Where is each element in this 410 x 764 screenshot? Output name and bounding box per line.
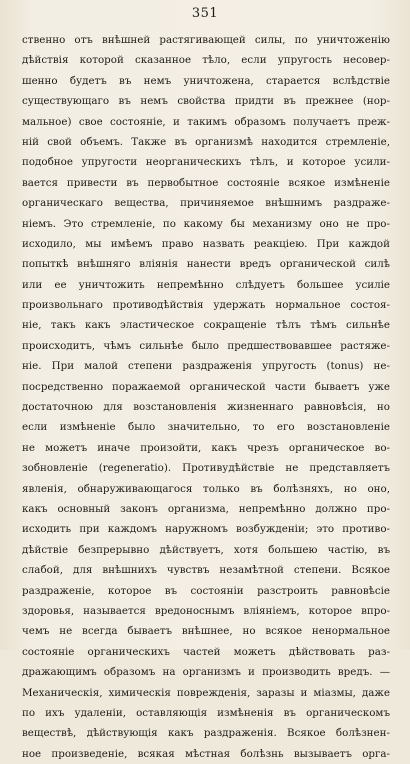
text-line: органическаго вещества, причиняемое внѣшнимъ раздраже- [22,197,390,210]
text-line: слабой, для внѣшнихъ чувствъ незамѣтной степени. Всякое [22,564,390,577]
text-line: нiемъ. Это стремленiе, по какому бы механизму оно не про- [22,217,390,230]
text-line: ственно отъ внѣшней растягивающей силы, по уничтоженiю [22,34,390,46]
text-line: явленiя, обнаруживающагося только въ болѣзняхъ, но оно, [22,482,390,495]
text-line: происходитъ, чѣмъ сильнѣе было предшествовавшее растяже- [22,339,390,352]
text-line: чемъ не всегда бываетъ внѣшнее, но всякое ненормальное [22,625,390,638]
page-number: 351 [191,6,219,21]
text-line: или ее уничтожить непремѣнно слѣдуетъ большее усилiе [22,278,390,291]
text-line: ное произведенiе, всякая мѣстная болѣзнь вызываетъ орга- [22,747,390,760]
text-line: не можетъ иначе произойти, какъ чрезъ органическое во- [22,441,390,454]
body-text [22,30,390,764]
text-line: дражающимъ образомъ на организмъ и производить вредъ. — [22,666,390,679]
text-line: дѣйствiе безпрерывно дѣйствуетъ, хотя большею частiю, въ [22,543,390,556]
text-line: здоровья, называется вредоноснымъ влiянiемъ, которое впро- [22,604,390,617]
text-line: Механическiя, химическiя поврежденiя, заразы и мiазмы, даже [22,686,390,699]
text-line: посредственно поражаемой органической части бываетъ уже [22,380,390,393]
text-line: мальное) свое состоянiе, и такимъ образомъ получаетъ преж- [22,115,390,128]
text-line: исходить при каждомъ наружномъ возбужденiи; это противо- [22,523,390,536]
text-line: если измѣненiе было значительно, то его возстановленiе [22,421,390,434]
text-line: какъ основный законъ организма, непремѣнно должно про- [22,502,390,515]
text-line: раздраженiе, которое въ состоянiи разстроить равновѣсiе [22,584,390,597]
text-line: зобновленiе (regeneratio). Противудѣйствiе не представляетъ [22,462,390,475]
text-line: подобное упругости неорганическихъ тѣлъ, и которое усили- [22,156,390,169]
text-line: нiе, такъ какъ эластическое сокращенiе тѣлъ тѣмъ сильнѣе [22,319,390,332]
text-line: состоянiе органическихъ частей можетъ дѣйствовать раз- [22,645,390,658]
text-line: нiй свой объемъ. Также въ организмѣ находится стремленiе, [22,135,390,148]
text-line: веществѣ, дѣйствующiя какъ раздраженiя. Всякое болѣзнен- [22,727,390,740]
text-line: шенно будетъ въ немъ уничтожена, старается вслѣдствiе [22,74,390,87]
text-line: произвольнаго противодѣйствiя удержать нормальное состоя- [22,299,390,312]
text-line: достаточною для возстановленiя жизненнаго равновѣсiя, но [22,401,390,414]
text-line: вается привести въ первобытное состоянiе всякое измѣненiе [22,176,390,189]
text-line: дѣйствiя которой сказанное тѣло, если упругость несовер- [22,54,390,67]
text-line: по ихъ удаленiи, оставляющiя измѣненiя въ органическомъ [22,706,390,719]
text-line: попыткѣ внѣшняго влiянiя нанести вредъ органической силѣ [22,258,390,271]
text-line: существующаго въ немъ свойства придти въ прежнее (нор- [22,95,390,108]
text-line: исходило, мы имѣемъ право назвать реакцiею. При каждой [22,237,390,250]
text-line: нiе. При малой степени раздраженiя упругость (tonus) не- [22,360,390,373]
